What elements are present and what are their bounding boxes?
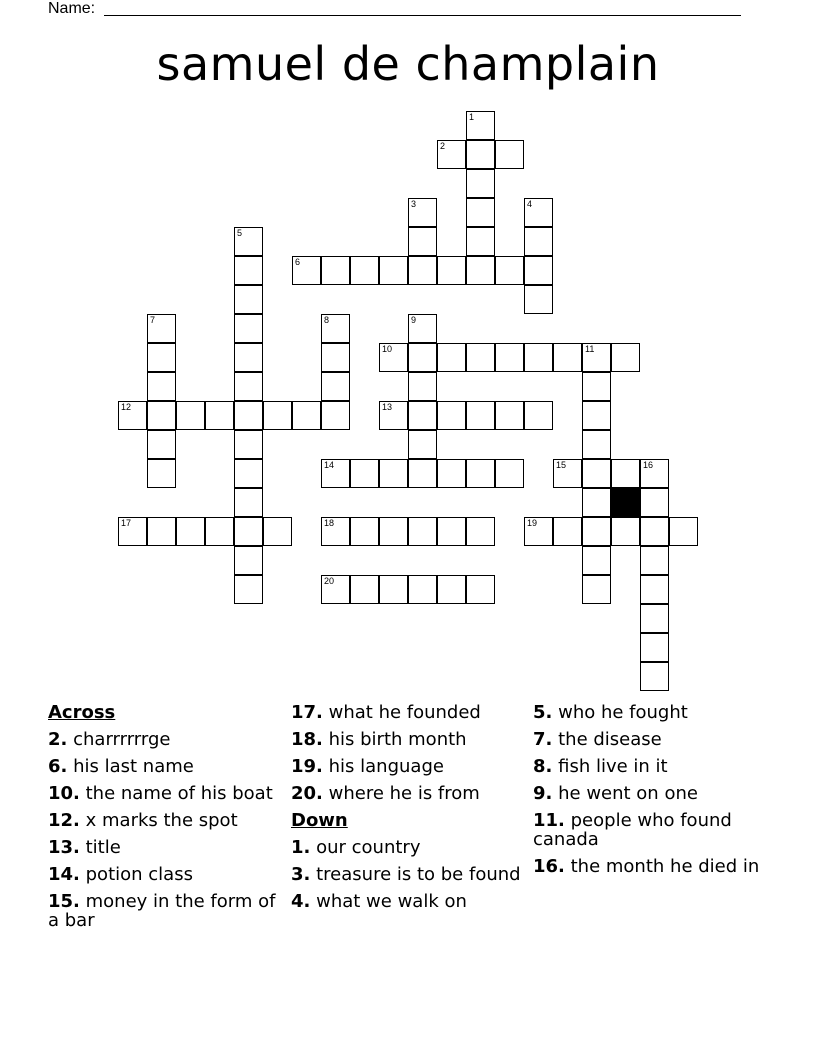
grid-cell[interactable]: [234, 372, 263, 401]
down-heading: Down: [291, 810, 348, 831]
grid-cell[interactable]: [437, 140, 466, 169]
clue-across-13: 13. title: [48, 837, 121, 858]
grid-cell[interactable]: [524, 198, 553, 227]
grid-cell[interactable]: [466, 140, 495, 169]
grid-cell[interactable]: [408, 256, 437, 285]
grid-cell[interactable]: [466, 459, 495, 488]
clue-down-1: 1. our country: [291, 837, 421, 858]
cell-number: 17: [121, 518, 132, 528]
grid-cell[interactable]: [379, 459, 408, 488]
grid-cell[interactable]: [495, 459, 524, 488]
grid-cell[interactable]: [292, 256, 321, 285]
grid-cell[interactable]: [640, 604, 669, 633]
grid-cell[interactable]: [466, 169, 495, 198]
grid-cell[interactable]: [669, 517, 698, 546]
grid-cell[interactable]: [611, 517, 640, 546]
page-title: samuel de champlain: [156, 37, 660, 91]
grid-cell[interactable]: [234, 517, 263, 546]
grid-cell[interactable]: [466, 111, 495, 140]
clue-across-12: 12. x marks the spot: [48, 810, 238, 831]
clue-across-15: 15. money in the form of a bar: [48, 891, 276, 931]
grid-cell[interactable]: [263, 517, 292, 546]
grid-cell[interactable]: [350, 256, 379, 285]
grid-cell[interactable]: [524, 285, 553, 314]
grid-cell[interactable]: [582, 430, 611, 459]
cell-number: 18: [324, 518, 335, 528]
grid-cell[interactable]: [234, 256, 263, 285]
grid-cell[interactable]: [176, 401, 205, 430]
grid-cell[interactable]: [408, 314, 437, 343]
grid-cell[interactable]: [379, 343, 408, 372]
grid-cell[interactable]: [379, 401, 408, 430]
grid-cell[interactable]: [118, 517, 147, 546]
cell-number: 20: [324, 576, 335, 586]
grid-cell[interactable]: [147, 314, 176, 343]
clue-across-20: 20. where he is from: [291, 783, 480, 804]
grid-cell[interactable]: [118, 401, 147, 430]
grid-cell[interactable]: [524, 343, 553, 372]
grid-cell[interactable]: [466, 227, 495, 256]
grid-cell[interactable]: [466, 517, 495, 546]
grid-cell[interactable]: [437, 459, 466, 488]
grid-cell[interactable]: [640, 459, 669, 488]
grid-cell[interactable]: [582, 575, 611, 604]
grid-cell[interactable]: [379, 575, 408, 604]
cell-number: 2: [440, 141, 446, 151]
grid-cell[interactable]: [350, 517, 379, 546]
cell-number: 10: [382, 344, 393, 354]
grid-cell[interactable]: [234, 459, 263, 488]
grid-cell[interactable]: [205, 517, 234, 546]
grid-cell[interactable]: [524, 256, 553, 285]
clue-down-9: 9. he went on one: [533, 783, 698, 804]
clues-column-1: [48, 701, 288, 938]
cell-number: 13: [382, 402, 393, 412]
grid-cell[interactable]: [147, 343, 176, 372]
grid-cell[interactable]: [147, 401, 176, 430]
grid-cell[interactable]: [292, 401, 321, 430]
grid-cell[interactable]: [147, 517, 176, 546]
grid-cell[interactable]: [640, 633, 669, 662]
grid-cell[interactable]: [321, 372, 350, 401]
grid-cell[interactable]: [408, 517, 437, 546]
grid-cell[interactable]: [466, 198, 495, 227]
clue-down-11: 11. people who found canada: [533, 810, 732, 850]
clue-down-7: 7. the disease: [533, 729, 662, 750]
grid-cell[interactable]: [640, 488, 669, 517]
clue-across-18: 18. his birth month: [291, 729, 467, 750]
grid-cell[interactable]: [147, 372, 176, 401]
clue-down-3: 3. treasure is to be found: [291, 864, 521, 885]
grid-cell[interactable]: [582, 517, 611, 546]
grid-cell[interactable]: [524, 517, 553, 546]
grid-cell[interactable]: [524, 227, 553, 256]
grid-cell[interactable]: [408, 459, 437, 488]
grid-cell[interactable]: [582, 488, 611, 517]
grid-cell[interactable]: [321, 256, 350, 285]
grid-cell[interactable]: [437, 575, 466, 604]
grid-cell[interactable]: [350, 575, 379, 604]
shaded-cell: [611, 488, 640, 517]
grid-cell[interactable]: [234, 488, 263, 517]
grid-cell[interactable]: [495, 140, 524, 169]
clue-across-6: 6. his last name: [48, 756, 194, 777]
grid-cell[interactable]: [408, 343, 437, 372]
grid-cell[interactable]: [379, 256, 408, 285]
grid-cell[interactable]: [408, 430, 437, 459]
grid-cell[interactable]: [582, 343, 611, 372]
cell-number: 4: [527, 199, 533, 209]
clue-across-10: 10. the name of his boat: [48, 783, 273, 804]
cell-number: 12: [121, 402, 132, 412]
grid-cell[interactable]: [553, 343, 582, 372]
grid-cell[interactable]: [408, 227, 437, 256]
grid-cell[interactable]: [234, 227, 263, 256]
grid-cell[interactable]: [466, 343, 495, 372]
grid-cell[interactable]: [321, 314, 350, 343]
clue-down-8: 8. fish live in it: [533, 756, 668, 777]
clue-across-2: 2. charrrrrrge: [48, 729, 171, 750]
grid-cell[interactable]: [582, 459, 611, 488]
grid-cell[interactable]: [640, 662, 669, 691]
grid-cell[interactable]: [321, 343, 350, 372]
grid-cell[interactable]: [640, 575, 669, 604]
grid-cell[interactable]: [234, 546, 263, 575]
cell-number: 16: [643, 460, 654, 470]
grid-cell[interactable]: [495, 343, 524, 372]
grid-cell[interactable]: [495, 401, 524, 430]
grid-cell[interactable]: [611, 459, 640, 488]
grid-cell[interactable]: [408, 401, 437, 430]
grid-cell[interactable]: [640, 517, 669, 546]
cell-number: 19: [527, 518, 538, 528]
grid-cell[interactable]: [495, 256, 524, 285]
cell-number: 5: [237, 228, 243, 238]
cell-number: 11: [585, 344, 595, 354]
grid-cell[interactable]: [205, 401, 234, 430]
grid-cell[interactable]: [234, 285, 263, 314]
grid-cell[interactable]: [234, 314, 263, 343]
clue-down-16: 16. the month he died in: [533, 856, 760, 877]
grid-cell[interactable]: [553, 517, 582, 546]
grid-cell[interactable]: [582, 372, 611, 401]
grid-cell[interactable]: [234, 575, 263, 604]
cell-number: 15: [556, 460, 567, 470]
grid-cell[interactable]: [147, 459, 176, 488]
grid-cell[interactable]: [582, 546, 611, 575]
grid-cell[interactable]: [321, 517, 350, 546]
grid-cell[interactable]: [437, 401, 466, 430]
grid-cell[interactable]: [408, 372, 437, 401]
grid-cell[interactable]: [553, 459, 582, 488]
grid-cell[interactable]: [176, 517, 205, 546]
grid-cell[interactable]: [234, 343, 263, 372]
grid-cell[interactable]: [408, 198, 437, 227]
grid-cell[interactable]: [437, 343, 466, 372]
across-heading: Across: [48, 702, 116, 723]
grid-cell[interactable]: [582, 401, 611, 430]
grid-cell[interactable]: [350, 459, 379, 488]
cell-number: 3: [411, 199, 417, 209]
clues-column-2: [291, 701, 531, 919]
grid-cell[interactable]: [524, 401, 553, 430]
grid-cell[interactable]: [466, 256, 495, 285]
cell-number: 14: [324, 460, 335, 470]
cell-number: 8: [324, 315, 330, 325]
grid-cell[interactable]: [611, 343, 640, 372]
cell-number: 9: [411, 315, 417, 325]
grid-cell[interactable]: [379, 517, 408, 546]
clue-across-14: 14. potion class: [48, 864, 193, 885]
grid-cell[interactable]: [321, 459, 350, 488]
grid-cell[interactable]: [234, 401, 263, 430]
grid-cell[interactable]: [234, 430, 263, 459]
cell-number: 1: [469, 112, 475, 122]
grid-cell[interactable]: [437, 517, 466, 546]
grid-cell[interactable]: [437, 256, 466, 285]
clue-across-17: 17. what he founded: [291, 702, 481, 723]
clue-down-5: 5. who he fought: [533, 702, 688, 723]
grid-cell[interactable]: [321, 401, 350, 430]
cell-number: 7: [150, 315, 156, 325]
clue-across-19: 19. his language: [291, 756, 444, 777]
name-label: Name:: [48, 0, 96, 17]
grid-cell[interactable]: [321, 575, 350, 604]
grid-cell[interactable]: [263, 401, 292, 430]
grid-cell[interactable]: [466, 575, 495, 604]
grid-cell[interactable]: [147, 430, 176, 459]
cell-number: 6: [295, 257, 301, 267]
grid-cell[interactable]: [466, 401, 495, 430]
clues-column-3: [533, 701, 773, 884]
grid-cell[interactable]: [640, 546, 669, 575]
grid-cell[interactable]: [408, 575, 437, 604]
clue-down-4: 4. what we walk on: [291, 891, 467, 912]
